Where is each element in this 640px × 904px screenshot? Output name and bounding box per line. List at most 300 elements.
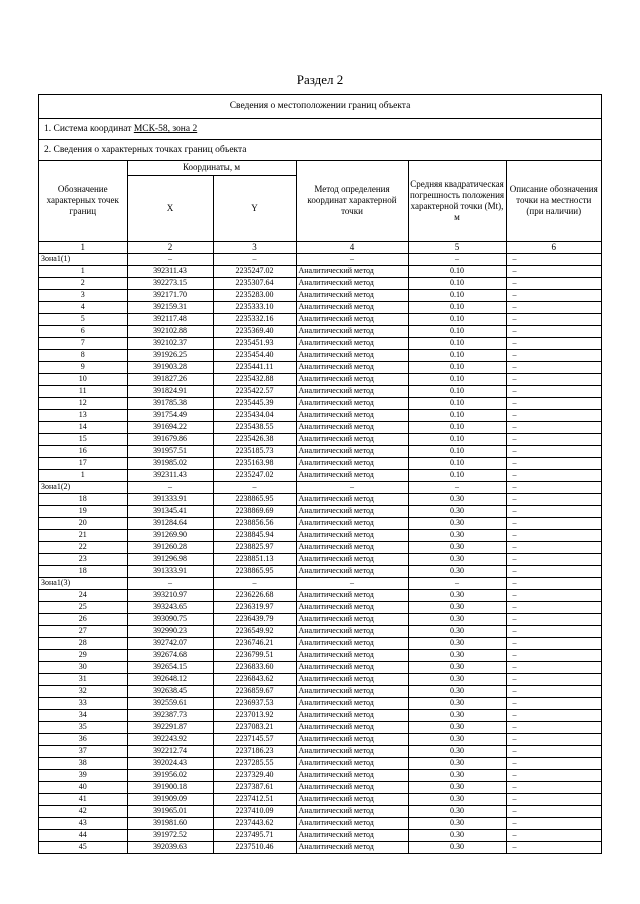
table-row <box>39 829 601 841</box>
coordinate-x: 392387.73 <box>127 709 213 721</box>
coordinate-x: 391333.91 <box>127 493 213 505</box>
coordinate-x: 392102.37 <box>127 337 213 349</box>
point-designation: 4 <box>39 301 127 313</box>
description-cell: – <box>506 817 601 829</box>
description-cell: – <box>506 637 601 649</box>
column-number: 6 <box>506 241 601 253</box>
coordinate-x: 392674.68 <box>127 649 213 661</box>
table-row <box>39 649 601 661</box>
coordinate-x: 391754.49 <box>127 409 213 421</box>
coordinate-y: 2237083.21 <box>213 721 296 733</box>
description-cell: – <box>506 505 601 517</box>
coordinate-y: 2237013.92 <box>213 709 296 721</box>
method-cell: Аналитический метод <box>296 565 408 577</box>
coordinate-y: 2235247.02 <box>213 469 296 481</box>
error-cell: 0.30 <box>408 841 506 853</box>
error-cell: – <box>408 577 506 589</box>
error-cell: 0.10 <box>408 409 506 421</box>
table-row <box>39 637 601 649</box>
method-cell: Аналитический метод <box>296 649 408 661</box>
error-cell: 0.10 <box>408 445 506 457</box>
coordinate-y: 2237145.57 <box>213 733 296 745</box>
table-row <box>39 505 601 517</box>
method-cell: Аналитический метод <box>296 277 408 289</box>
method-cell: Аналитический метод <box>296 301 408 313</box>
error-cell: 0.30 <box>408 553 506 565</box>
method-cell: Аналитический метод <box>296 385 408 397</box>
coordinate-y: 2235454.40 <box>213 349 296 361</box>
method-cell: Аналитический метод <box>296 457 408 469</box>
description-cell: – <box>506 457 601 469</box>
coordinate-x: 392742.07 <box>127 637 213 649</box>
section-title: Раздел 2 <box>296 72 344 87</box>
description-cell: – <box>506 445 601 457</box>
coordinate-x: 392648.12 <box>127 673 213 685</box>
coordinate-x: 391985.02 <box>127 457 213 469</box>
coordinate-y: 2237443.62 <box>213 817 296 829</box>
method-cell: Аналитический метод <box>296 421 408 433</box>
coordinate-y: 2236843.62 <box>213 673 296 685</box>
table-row <box>39 685 601 697</box>
point-designation: 12 <box>39 397 127 409</box>
method-cell: Аналитический метод <box>296 469 408 481</box>
coordinate-x: 392654.15 <box>127 661 213 673</box>
point-designation: 37 <box>39 745 127 757</box>
col-x-header: X <box>127 175 213 241</box>
point-designation: 21 <box>39 529 127 541</box>
table-row <box>39 709 601 721</box>
description-cell: – <box>506 397 601 409</box>
coordinate-x: 392291.87 <box>127 721 213 733</box>
point-designation: 20 <box>39 517 127 529</box>
table-row <box>39 529 601 541</box>
coordinate-y: 2237412.51 <box>213 793 296 805</box>
description-cell: – <box>506 421 601 433</box>
table-row <box>39 349 601 361</box>
point-designation: 26 <box>39 613 127 625</box>
coordinate-x: 392159.31 <box>127 301 213 313</box>
table-row <box>39 289 601 301</box>
method-cell: Аналитический метод <box>296 805 408 817</box>
point-designation: 8 <box>39 349 127 361</box>
coordinate-system-line <box>39 119 601 140</box>
method-cell: – <box>296 577 408 589</box>
error-cell: 0.30 <box>408 493 506 505</box>
coordinate-y: 2235422.57 <box>213 385 296 397</box>
coordinate-x: 391694.22 <box>127 421 213 433</box>
coordinate-x: 392559.61 <box>127 697 213 709</box>
point-designation: 19 <box>39 505 127 517</box>
coordinate-x: 391956.02 <box>127 769 213 781</box>
coordinate-y: 2235445.39 <box>213 397 296 409</box>
method-cell: Аналитический метод <box>296 841 408 853</box>
table-row <box>39 517 601 529</box>
coordinate-x: 391269.90 <box>127 529 213 541</box>
description-cell: – <box>506 769 601 781</box>
error-cell: 0.30 <box>408 781 506 793</box>
error-cell: 0.30 <box>408 673 506 685</box>
table-row <box>39 325 601 337</box>
method-cell: Аналитический метод <box>296 685 408 697</box>
description-cell: – <box>506 361 601 373</box>
description-cell: – <box>506 793 601 805</box>
coordinate-x: 391965.01 <box>127 805 213 817</box>
description-cell: – <box>506 757 601 769</box>
coordinate-x: 391345.41 <box>127 505 213 517</box>
coordinate-y: 2237387.61 <box>213 781 296 793</box>
point-designation: 39 <box>39 769 127 781</box>
method-cell: Аналитический метод <box>296 553 408 565</box>
method-cell: Аналитический метод <box>296 589 408 601</box>
error-cell: 0.30 <box>408 589 506 601</box>
error-cell: 0.30 <box>408 829 506 841</box>
point-designation: 9 <box>39 361 127 373</box>
table-row <box>39 541 601 553</box>
method-cell: Аналитический метод <box>296 493 408 505</box>
description-cell: – <box>506 805 601 817</box>
error-cell: 0.10 <box>408 457 506 469</box>
coordinate-x: 391296.98 <box>127 553 213 565</box>
error-cell: 0.30 <box>408 637 506 649</box>
coordinate-x: 392638.45 <box>127 685 213 697</box>
method-cell: Аналитический метод <box>296 661 408 673</box>
coordinate-y: – <box>213 577 296 589</box>
description-cell: – <box>506 685 601 697</box>
coordinate-y: 2235247.02 <box>213 265 296 277</box>
coordinate-y: 2237285.55 <box>213 757 296 769</box>
point-designation: 11 <box>39 385 127 397</box>
description-cell: – <box>506 625 601 637</box>
error-cell: 0.30 <box>408 709 506 721</box>
col-coordinates-header: Координаты, м <box>127 161 296 175</box>
column-number: 4 <box>296 241 408 253</box>
coordinate-x: 392311.43 <box>127 469 213 481</box>
table-row <box>39 421 601 433</box>
point-designation: 42 <box>39 805 127 817</box>
coordinate-y: 2236226.68 <box>213 589 296 601</box>
point-designation: 15 <box>39 433 127 445</box>
description-cell: – <box>506 313 601 325</box>
coordinate-x: 391284.64 <box>127 517 213 529</box>
coordinate-y: 2235307.64 <box>213 277 296 289</box>
method-cell: Аналитический метод <box>296 517 408 529</box>
description-cell: – <box>506 577 601 589</box>
point-designation: 2 <box>39 277 127 289</box>
method-cell: Аналитический метод <box>296 397 408 409</box>
description-cell: – <box>506 733 601 745</box>
error-cell: 0.30 <box>408 601 506 613</box>
error-cell: 0.30 <box>408 541 506 553</box>
description-cell: – <box>506 433 601 445</box>
coordinate-y: 2237329.40 <box>213 769 296 781</box>
col-error-header: Средняя квадратическая погрешность положения характерной точки (Mt), м <box>408 161 506 241</box>
coordinate-y: 2238865.95 <box>213 565 296 577</box>
point-designation: 34 <box>39 709 127 721</box>
method-cell: – <box>296 253 408 265</box>
table-row <box>39 625 601 637</box>
error-cell: 0.30 <box>408 565 506 577</box>
error-cell: 0.30 <box>408 769 506 781</box>
point-designation: 44 <box>39 829 127 841</box>
error-cell: 0.30 <box>408 529 506 541</box>
method-cell: Аналитический метод <box>296 829 408 841</box>
table-row <box>39 493 601 505</box>
coordinate-y: 2235185.73 <box>213 445 296 457</box>
description-cell: – <box>506 709 601 721</box>
zone-label: Зона1(2) <box>39 481 127 493</box>
description-cell: – <box>506 289 601 301</box>
table-row <box>39 757 601 769</box>
point-designation: 24 <box>39 589 127 601</box>
point-designation: 5 <box>39 313 127 325</box>
description-cell: – <box>506 517 601 529</box>
error-cell: 0.30 <box>408 793 506 805</box>
column-number: 1 <box>39 241 127 253</box>
coordinate-x: – <box>127 481 213 493</box>
error-cell: 0.30 <box>408 721 506 733</box>
table-row <box>39 805 601 817</box>
description-cell: – <box>506 781 601 793</box>
description-cell: – <box>506 373 601 385</box>
method-cell: Аналитический метод <box>296 445 408 457</box>
error-cell: 0.10 <box>408 313 506 325</box>
method-cell: Аналитический метод <box>296 325 408 337</box>
method-cell: Аналитический метод <box>296 313 408 325</box>
point-designation: 28 <box>39 637 127 649</box>
table-row <box>39 433 601 445</box>
zone-label: Зона1(3) <box>39 577 127 589</box>
method-cell: Аналитический метод <box>296 613 408 625</box>
col-description-header: Описание обозначения точки на местности (при наличии) <box>506 161 601 241</box>
table-row <box>39 313 601 325</box>
table-row <box>39 589 601 601</box>
error-cell: 0.30 <box>408 805 506 817</box>
description-cell: – <box>506 697 601 709</box>
error-cell: 0.30 <box>408 505 506 517</box>
table-row <box>39 457 601 469</box>
boundary-info-frame <box>38 94 602 854</box>
coordinate-x: 392243.92 <box>127 733 213 745</box>
table-row <box>39 565 601 577</box>
coordinate-y: 2235451.93 <box>213 337 296 349</box>
coordinate-y: 2238825.97 <box>213 541 296 553</box>
method-cell: Аналитический метод <box>296 757 408 769</box>
description-cell: – <box>506 253 601 265</box>
error-cell: 0.10 <box>408 337 506 349</box>
method-cell: Аналитический метод <box>296 625 408 637</box>
coordinate-y: 2237410.09 <box>213 805 296 817</box>
method-cell: Аналитический метод <box>296 529 408 541</box>
coordinate-x: 392311.43 <box>127 265 213 277</box>
description-cell: – <box>506 661 601 673</box>
error-cell: 0.10 <box>408 289 506 301</box>
description-cell: – <box>506 349 601 361</box>
coordinate-x: 391260.28 <box>127 541 213 553</box>
error-cell: 0.30 <box>408 649 506 661</box>
coordinate-y: 2235426.38 <box>213 433 296 445</box>
method-cell: Аналитический метод <box>296 733 408 745</box>
coordinate-x: – <box>127 577 213 589</box>
coordinate-y: 2238865.95 <box>213 493 296 505</box>
description-cell: – <box>506 721 601 733</box>
table-row <box>39 733 601 745</box>
point-designation: 41 <box>39 793 127 805</box>
method-cell: Аналитический метод <box>296 289 408 301</box>
method-cell: Аналитический метод <box>296 697 408 709</box>
table-row <box>39 781 601 793</box>
table-row <box>39 769 601 781</box>
error-cell: 0.10 <box>408 361 506 373</box>
coordinate-x: 391679.86 <box>127 433 213 445</box>
coordinate-y: 2236549.92 <box>213 625 296 637</box>
error-cell: 0.10 <box>408 469 506 481</box>
coordinate-y: 2238851.13 <box>213 553 296 565</box>
method-cell: Аналитический метод <box>296 349 408 361</box>
coordinate-x: 391981.60 <box>127 817 213 829</box>
coordinate-x: 391909.09 <box>127 793 213 805</box>
table-row <box>39 445 601 457</box>
method-cell: Аналитический метод <box>296 817 408 829</box>
method-cell: Аналитический метод <box>296 373 408 385</box>
coordinate-y: 2236799.51 <box>213 649 296 661</box>
coordinate-x: 391972.52 <box>127 829 213 841</box>
points-info-title: 2. Сведения о характерных точках границ объекта <box>39 140 601 161</box>
description-cell: – <box>506 589 601 601</box>
coordinate-y: 2236937.53 <box>213 697 296 709</box>
error-cell: 0.30 <box>408 745 506 757</box>
zone-header-row <box>39 577 601 589</box>
coordinate-x: 393210.97 <box>127 589 213 601</box>
coordinate-y: 2235432.88 <box>213 373 296 385</box>
table-row <box>39 673 601 685</box>
points-table <box>39 161 601 853</box>
table-row <box>39 385 601 397</box>
coordinate-y: 2235163.98 <box>213 457 296 469</box>
coordinate-x: 391824.91 <box>127 385 213 397</box>
coordinate-y: 2236319.97 <box>213 601 296 613</box>
table-row <box>39 409 601 421</box>
error-cell: 0.10 <box>408 397 506 409</box>
error-cell: – <box>408 253 506 265</box>
column-number: 5 <box>408 241 506 253</box>
description-cell: – <box>506 409 601 421</box>
point-designation: 17 <box>39 457 127 469</box>
point-designation: 38 <box>39 757 127 769</box>
error-cell: 0.10 <box>408 385 506 397</box>
coordinate-x: 392039.63 <box>127 841 213 853</box>
coordinate-x: 392102.88 <box>127 325 213 337</box>
col-designation-header: Обозначение характерных точек границ <box>39 161 127 241</box>
point-designation: 27 <box>39 625 127 637</box>
point-designation: 29 <box>39 649 127 661</box>
method-cell: Аналитический метод <box>296 673 408 685</box>
table-row <box>39 301 601 313</box>
point-designation: 14 <box>39 421 127 433</box>
coordinate-x: 393243.65 <box>127 601 213 613</box>
points-table-body <box>39 253 601 853</box>
error-cell: 0.30 <box>408 613 506 625</box>
point-designation: 18 <box>39 565 127 577</box>
table-row <box>39 601 601 613</box>
error-cell: 0.30 <box>408 733 506 745</box>
description-cell: – <box>506 829 601 841</box>
description-cell: – <box>506 265 601 277</box>
point-designation: 1 <box>39 469 127 481</box>
coordinate-x: 391827.26 <box>127 373 213 385</box>
point-designation: 31 <box>39 673 127 685</box>
coordinate-y: 2235332.16 <box>213 313 296 325</box>
error-cell: 0.30 <box>408 517 506 529</box>
table-row <box>39 817 601 829</box>
coordinate-x: 392212.74 <box>127 745 213 757</box>
coordinate-x: 393090.75 <box>127 613 213 625</box>
coordinate-y: 2238869.69 <box>213 505 296 517</box>
point-designation: 18 <box>39 493 127 505</box>
error-cell: 0.10 <box>408 421 506 433</box>
coordinate-x: 392990.23 <box>127 625 213 637</box>
point-designation: 33 <box>39 697 127 709</box>
error-cell: 0.10 <box>408 277 506 289</box>
error-cell: 0.30 <box>408 685 506 697</box>
method-cell: Аналитический метод <box>296 793 408 805</box>
description-cell: – <box>506 613 601 625</box>
error-cell: – <box>408 481 506 493</box>
table-row <box>39 553 601 565</box>
point-designation: 40 <box>39 781 127 793</box>
point-designation: 43 <box>39 817 127 829</box>
table-row <box>39 265 601 277</box>
point-designation: 3 <box>39 289 127 301</box>
method-cell: Аналитический метод <box>296 541 408 553</box>
point-designation: 13 <box>39 409 127 421</box>
method-cell: Аналитический метод <box>296 409 408 421</box>
coordinate-x: 391926.25 <box>127 349 213 361</box>
coordinate-y: 2237495.71 <box>213 829 296 841</box>
description-cell: – <box>506 277 601 289</box>
description-cell: – <box>506 553 601 565</box>
description-cell: – <box>506 673 601 685</box>
point-designation: 1 <box>39 265 127 277</box>
table-row <box>39 277 601 289</box>
zone-label: Зона1(1) <box>39 253 127 265</box>
point-designation: 36 <box>39 733 127 745</box>
coordinate-y: 2236859.67 <box>213 685 296 697</box>
coordinate-x: – <box>127 253 213 265</box>
coordinate-x: 391957.51 <box>127 445 213 457</box>
table-row <box>39 841 601 853</box>
point-designation: 32 <box>39 685 127 697</box>
coordinate-y: 2236746.21 <box>213 637 296 649</box>
coordinate-y: 2235438.55 <box>213 421 296 433</box>
coordinate-y: 2236833.60 <box>213 661 296 673</box>
zone-header-row <box>39 481 601 493</box>
table-row <box>39 361 601 373</box>
table-row <box>39 397 601 409</box>
method-cell: Аналитический метод <box>296 361 408 373</box>
column-number: 2 <box>127 241 213 253</box>
description-cell: – <box>506 337 601 349</box>
point-designation: 30 <box>39 661 127 673</box>
error-cell: 0.10 <box>408 373 506 385</box>
table-row <box>39 469 601 481</box>
coordinate-system-label: 1. Система координат <box>44 124 134 134</box>
coordinate-system-value: МСК-58, зона 2 <box>133 124 198 134</box>
col-method-header: Метод определения координат характерной точки <box>296 161 408 241</box>
method-cell: Аналитический метод <box>296 601 408 613</box>
method-cell: Аналитический метод <box>296 337 408 349</box>
method-cell: Аналитический метод <box>296 781 408 793</box>
coordinate-y: – <box>213 253 296 265</box>
